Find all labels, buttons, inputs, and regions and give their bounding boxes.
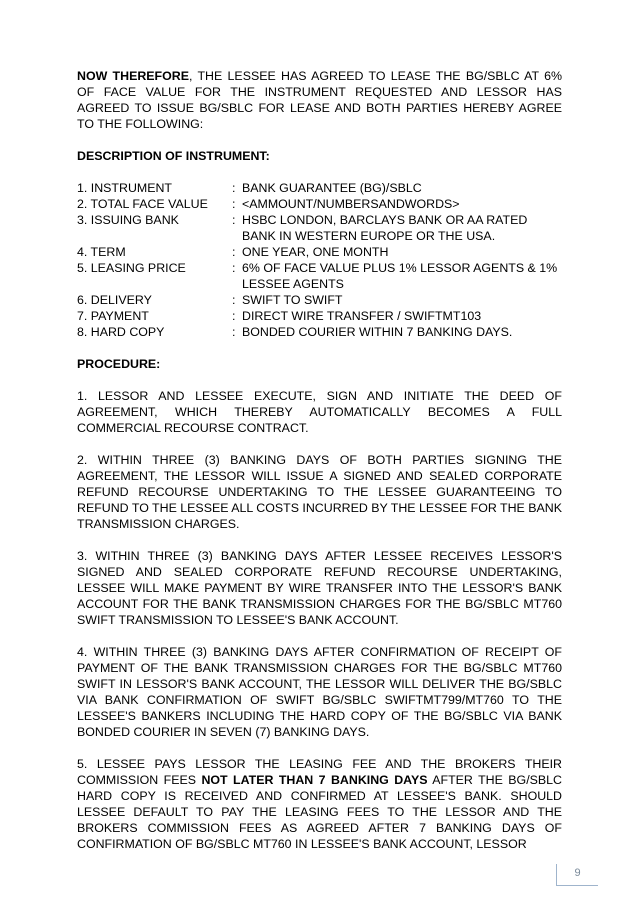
instrument-colon: : — [232, 325, 236, 339]
description-heading: DESCRIPTION OF INSTRUMENT: — [77, 149, 270, 163]
instrument-colon: : — [232, 245, 236, 259]
instrument-label: 2. TOTAL FACE VALUE — [77, 197, 208, 211]
page-number: 9 — [574, 867, 581, 879]
instrument-label: 5. LEASING PRICE — [77, 261, 186, 275]
instrument-label: 8. HARD COPY — [77, 325, 165, 339]
instrument-value: 6% OF FACE VALUE PLUS 1% LESSOR AGENTS & 1% LESSEE AGENTS — [242, 261, 558, 291]
instrument-value: BANK GUARANTEE (BG)/SBLC — [242, 181, 422, 195]
procedure-heading: PROCEDURE: — [77, 357, 161, 371]
document-page — [77, 68, 562, 852]
instrument-label: 6. DELIVERY — [77, 293, 152, 307]
instrument-row — [77, 212, 562, 244]
procedure-step-2: 2. WITHIN THREE (3) BANKING DAYS OF BOTH PARTIES SIGNING THE AGREEMENT, THE LESSOR WILL ISSUE A SIGNED AND SEALED CORPORATE REFUND RECOURSE UNDERTAKING TO THE LESSEE GUARANTEEING TO REFUND TO THE LESSEE ALL COSTS INCURRED BY THE LESSEE FOR THE BANK TRANSMISSION CHARGES. — [77, 453, 562, 531]
procedure-step-5-emphasis: NOT LATER THAN 7 BANKING DAYS — [201, 773, 428, 787]
instrument-value: SWIFT TO SWIFT — [242, 293, 343, 307]
procedure-step-5 — [77, 756, 562, 852]
procedure-step-5-end: AFTER THE BG/SBLC HARD COPY IS RECEIVED AND CONFIRMED AT LESSEE'S BANK. SHOULD LESSEE DEFAULT TO PAY THE LEASING FEES TO THE LESSOR AND THE BROKERS COMMISSION FEES AS AGREED AFTER 7 BANKING DAYS OF CONFIRMATION OF BG/SBLC MT760 IN LESSEE'S BANK ACCOUNT, LESSOR — [77, 773, 563, 851]
instrument-row — [77, 292, 562, 308]
instrument-label: 7. PAYMENT — [77, 309, 149, 323]
instrument-row — [77, 324, 562, 340]
instrument-row — [77, 308, 562, 324]
instrument-row — [77, 260, 562, 292]
instrument-colon: : — [232, 213, 236, 227]
instrument-row — [77, 180, 562, 196]
instrument-label: 3. ISSUING BANK — [77, 213, 179, 227]
instrument-list — [77, 180, 562, 340]
instrument-colon: : — [232, 261, 236, 275]
intro-paragraph — [77, 68, 562, 132]
instrument-colon: : — [232, 181, 236, 195]
procedure-step-1: 1. LESSOR AND LESSEE EXECUTE, SIGN AND INITIATE THE DEED OF AGREEMENT, WHICH THEREBY AUTOMATICALLY BECOMES A FULL COMMERCIAL RECOURSE CONTRACT. — [77, 389, 562, 435]
instrument-label: 1. INSTRUMENT — [77, 181, 172, 195]
page-number-box — [556, 864, 598, 886]
intro-text: , THE LESSEE HAS AGREED TO LEASE THE BG/SBLC AT 6% OF FACE VALUE FOR THE INSTRUMENT REQUESTED AND LESSOR HAS AGREED TO ISSUE BG/SBLC FOR LEASE AND BOTH PARTIES HEREBY AGREE TO THE FOLLOWING: — [77, 69, 562, 131]
instrument-value: <AMMOUNT/NUMBERSANDWORDS> — [242, 197, 460, 211]
instrument-value: BONDED COURIER WITHIN 7 BANKING DAYS. — [242, 325, 513, 339]
instrument-label: 4. TERM — [77, 245, 126, 259]
intro-bold-lead: NOW THEREFORE — [77, 69, 189, 83]
instrument-row — [77, 244, 562, 260]
instrument-value: ONE YEAR, ONE MONTH — [242, 245, 389, 259]
instrument-row — [77, 196, 562, 212]
procedure-step-4: 4. WITHIN THREE (3) BANKING DAYS AFTER CONFIRMATION OF RECEIPT OF PAYMENT OF THE BANK TRANSMISSION CHARGES FOR THE BG/SBLC MT760 SWIFT IN LESSOR'S BANK ACCOUNT, THE LESSOR WILL DELIVER THE BG/SBLC VIA BANK CONFIRMATION OF SWIFT BG/SBLC SWIFTMT799/MT760 TO THE LESSEE'S BANKERS INCLUDING THE HARD COPY OF THE BG/SBLC VIA BANK BONDED COURIER IN SEVEN (7) BANKING DAYS. — [77, 645, 562, 739]
instrument-colon: : — [232, 293, 236, 307]
procedure-step-3: 3. WITHIN THREE (3) BANKING DAYS AFTER LESSEE RECEIVES LESSOR'S SIGNED AND SEALED CORPORATE REFUND RECOURSE UNDERTAKING, LESSEE WILL MAKE PAYMENT BY WIRE TRANSFER INTO THE LESSOR'S BANK ACCOUNT FOR THE BANK TRANSMISSION CHARGES FOR THE BG/SBLC MT760 SWIFT TRANSMISSION TO LESSEE'S BANK ACCOUNT. — [77, 549, 562, 627]
instrument-colon: : — [232, 309, 236, 323]
instrument-value: DIRECT WIRE TRANSFER / SWIFTMT103 — [242, 309, 482, 323]
instrument-value: HSBC LONDON, BARCLAYS BANK OR AA RATED BANK IN WESTERN EUROPE OR THE USA. — [242, 213, 528, 243]
instrument-colon: : — [232, 197, 236, 211]
procedure-step-5-start: 5. LESSEE PAYS LESSOR THE LEASING FEE AND THE BROKERS THEIR COMMISSION FEES — [77, 757, 562, 787]
